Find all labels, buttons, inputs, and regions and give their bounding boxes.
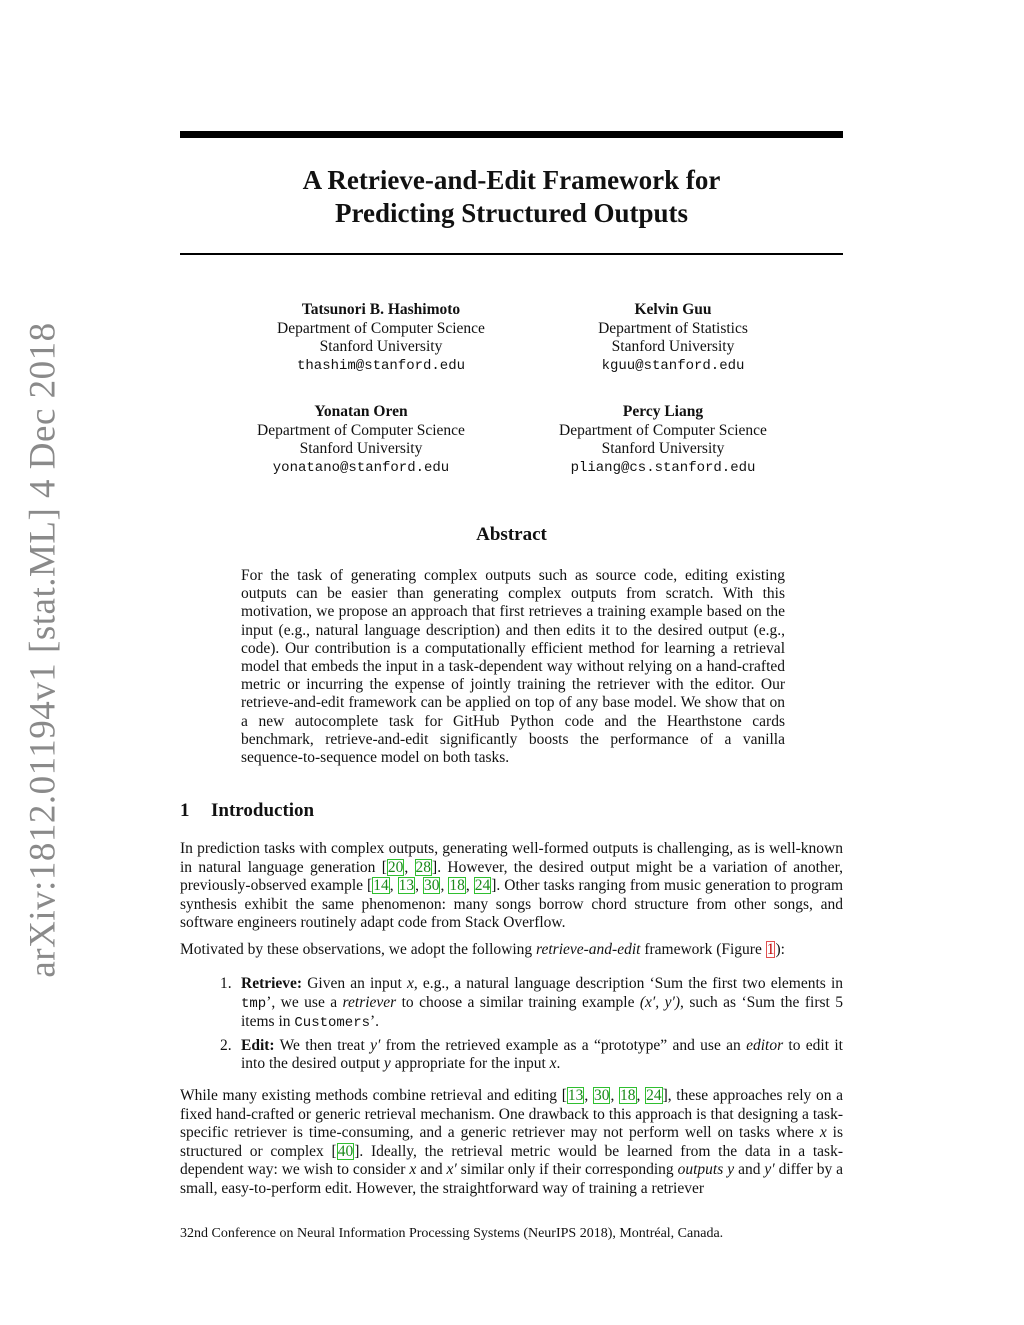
- author-name: Tatsunori B. Hashimoto: [301, 301, 461, 318]
- title-top-rule: [180, 131, 843, 138]
- citation-link[interactable]: 14: [373, 877, 389, 895]
- author-block-1: [231, 301, 531, 375]
- author-university: Stanford University: [319, 338, 443, 355]
- abstract-text: For the task of generating complex outputs such as source code, editing existing outputs can be easier than generating complex outputs from scratch. With this motivation, we propose an approach that first retrieves a training example based on the input (e.g., natural language description) and then edits it to the desired output (e.g., code). Our contribution is a computationally efficient method for learning a retrieval model that embeds the input in a task-dependent way without relying on a hand-crafted metric or incurring the expense of jointly training the retriever with the editor. Our retrieve-and-edit framework can be applied on top of any base model. We show that on a new autocomplete task for GitHub Python code and the Hearthstone cards benchmark, retrieve-and-edit significantly boosts the performance of a vanilla sequence-to-sequence model on both tasks.: [241, 567, 785, 767]
- citation-link[interactable]: 24: [646, 1087, 662, 1104]
- author-university: Stanford University: [611, 338, 735, 355]
- figure-reference-link[interactable]: 1: [766, 941, 775, 958]
- title-bottom-rule: [180, 253, 843, 255]
- citation-link[interactable]: 30: [423, 877, 440, 895]
- author-name: Percy Liang: [622, 403, 704, 420]
- list-term: Retrieve:: [241, 975, 303, 992]
- list-term: Edit:: [241, 1036, 275, 1054]
- list-number: 2.: [220, 1036, 232, 1054]
- author-name: Yonatan Oren: [314, 403, 408, 420]
- citation-link[interactable]: 18: [449, 877, 465, 895]
- emphasis-text: retrieve-and-edit: [536, 941, 641, 958]
- citation-link[interactable]: 40: [337, 1142, 354, 1160]
- arxiv-identifier: arXiv:1812.01194v1 [stat.ML] 4 Dec 2018: [22, 322, 64, 978]
- inline-code: Customers: [294, 1015, 371, 1032]
- abstract-heading: Abstract: [476, 524, 547, 545]
- intro-paragraph-3: While many existing methods combine retrieval and editing [13, 30, 18, 24], these approaches rely on a fixed hand-crafted or generic retrieval mechanism. One drawback to this approach is that designing a task-specific retriever is time-consuming, and a generic retriever may not perform well on tasks where x is structured or complex [40]. Ideally, the retrieval metric would be learned from the data in a task-dependent way: we wish to consider x and x′ similar only if their corresponding outputs y and y′ differ by a small, easy-to-perform edit. However, the straightforward way of training a retriever: [180, 1087, 844, 1197]
- author-block-2: [523, 301, 823, 375]
- citation-link[interactable]: 13: [567, 1087, 584, 1104]
- author-email[interactable]: yonatano@stanford.edu: [272, 459, 450, 476]
- author-block-3: [211, 403, 511, 477]
- author-university: Stanford University: [299, 440, 423, 457]
- list-number: 1.: [220, 975, 232, 992]
- intro-paragraph-2: Motivated by these observations, we adopt the following retrieve-and-edit framework (Figure 1):: [180, 941, 785, 958]
- author-email[interactable]: pliang@cs.stanford.edu: [570, 459, 756, 476]
- title-line-2: Predicting Structured Outputs: [334, 198, 689, 228]
- citation-link[interactable]: 20: [387, 858, 404, 876]
- author-department: Department of Computer Science: [277, 319, 485, 337]
- citation-link[interactable]: 13: [398, 877, 415, 895]
- author-department: Department of Computer Science: [559, 421, 767, 439]
- section-title: Introduction: [211, 800, 315, 821]
- title-line-1: A Retrieve-and-Edit Framework for: [302, 165, 721, 195]
- citation-link[interactable]: 24: [474, 877, 491, 895]
- framework-steps-list: [220, 975, 843, 1078]
- author-university: Stanford University: [601, 440, 725, 457]
- author-department: Department of Statistics: [598, 319, 748, 337]
- author-block-4: [513, 403, 813, 477]
- intro-paragraph-1: In prediction tasks with complex outputs, generating well-formed outputs is challenging, as is well-known in natural language generation [20, 28]. However, the desired output might be a variation of another, previously-observed example [14, 13, 30, 18, 24]. Other tasks ranging from music generation to program synthesis exhibit the same phenomenon: many songs borrow chord structure from other songs, and software engineers routinely adapt code from Stack Overflow.: [180, 840, 844, 932]
- section-heading-introduction: [180, 800, 314, 822]
- author-email[interactable]: kguu@stanford.edu: [601, 357, 745, 374]
- citation-link[interactable]: 30: [593, 1087, 610, 1104]
- list-item-retrieve: 1. Retrieve: Given an input x, e.g., a natural language description ‘Sum the first two elements in tmp’, we use a retriever to choose a similar training example (x′, y′), such as ‘Sum the first 5 items in Customers’.: [220, 975, 844, 1032]
- author-department: Department of Computer Science: [257, 421, 465, 439]
- author-name: Kelvin Guu: [634, 301, 712, 318]
- list-item-edit: 2. Edit: We then treat y′ from the retrieved example as a “prototype” and use an editor to edit it into the desired output y appropriate for the input x.: [220, 1036, 843, 1073]
- paper-title: [180, 164, 843, 230]
- citation-link[interactable]: 28: [415, 858, 432, 876]
- citation-link[interactable]: 18: [620, 1087, 636, 1104]
- inline-code: tmp: [241, 995, 267, 1012]
- section-number: 1: [180, 800, 190, 821]
- conference-footnote: 32nd Conference on Neural Information Processing Systems (NeurIPS 2018), Montréal, Canada.: [180, 1226, 724, 1241]
- author-email[interactable]: thashim@stanford.edu: [296, 357, 466, 374]
